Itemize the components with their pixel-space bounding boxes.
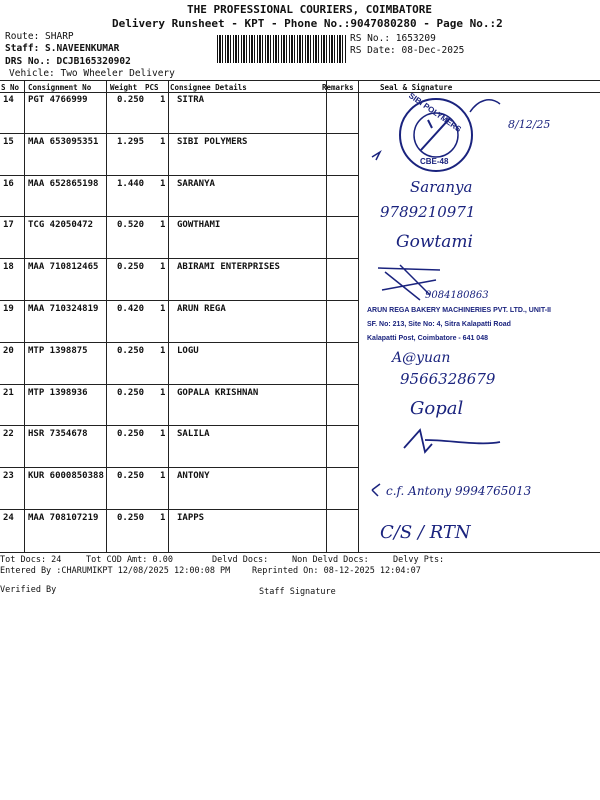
saranya-phone: 9789210971 [380, 203, 476, 221]
header-pcs: PCS [145, 83, 159, 92]
cell-weight: 0.420 [117, 304, 145, 314]
cell-consignment: KUR 6000850388 [28, 471, 104, 482]
cell-consignment: MAA 710812465 [28, 262, 99, 273]
total-cod-amount: Tot COD Amt: 0.00 [86, 555, 173, 565]
total-docs: Tot Docs: 24 [0, 555, 62, 565]
antony-note: c.f. Antony 9994765013 [386, 484, 532, 498]
cell-consignment: MAA 653095351 [28, 136, 99, 147]
cell-weight: 0.250 [117, 429, 145, 440]
cell-sno: 20 [3, 345, 14, 356]
cell-consignee: ABIRAMI ENTERPRISES [177, 262, 280, 273]
cell-sno: 21 [3, 387, 14, 398]
delivered-docs: Delvd Docs: [212, 555, 269, 565]
arun-stamp-line3: Kalapatti Post, Coimbatore - 641 048 [367, 335, 488, 342]
staff-signature-label: Staff Signature [259, 587, 336, 597]
cell-pcs: 1 [160, 304, 166, 314]
header-remarks: Remarks [322, 83, 354, 92]
cell-pcs: 1 [160, 262, 166, 273]
cell-sno: 15 [3, 136, 14, 147]
cell-consignee: SARANYA [177, 178, 215, 189]
cell-pcs: 1 [160, 471, 166, 482]
cell-sno: 19 [3, 304, 14, 314]
cell-pcs: 1 [160, 178, 166, 189]
cell-consignee: IAPPS [177, 513, 205, 523]
header-seal: Seal & Signature [380, 83, 453, 92]
cell-weight: 1.295 [117, 136, 145, 147]
cell-consignment: MAA 710324819 [28, 304, 99, 314]
cell-weight: 0.250 [117, 95, 145, 105]
cell-sno: 18 [3, 262, 14, 273]
cell-weight: 1.440 [117, 178, 145, 189]
cell-consignment: PGT 4766999 [28, 95, 88, 105]
sibi-stamp-code: CBE-48 [420, 157, 449, 166]
route-label: Route: SHARP [5, 31, 74, 42]
cell-sno: 16 [3, 178, 14, 189]
cell-sno: 24 [3, 513, 14, 523]
cell-pcs: 1 [160, 345, 166, 356]
staff-label: Staff: S.NAVEENKUMAR [5, 43, 120, 54]
header-consignee: Consignee Details [170, 83, 247, 92]
header-weight: Weight [110, 83, 138, 92]
cell-consignment: MTP 1398875 [28, 345, 88, 356]
verified-by: Verified By [0, 585, 57, 595]
cell-consignment: MAA 708107219 [28, 513, 99, 523]
sibi-stamp-text: SIBI POLYMERS [407, 91, 463, 134]
cell-pcs: 1 [160, 136, 166, 147]
abirami-number: 9084180863 [425, 290, 489, 301]
header-sno: S No [1, 83, 20, 92]
cell-sno: 17 [3, 220, 14, 231]
cell-weight: 0.250 [117, 387, 145, 398]
entered-by: Entered By :CHARUMIKPT 12/08/2025 12:00:08 PM [0, 566, 231, 576]
arun-stamp-line1: ARUN REGA BAKERY MACHINERIES PVT. LTD., UNIT-II [367, 307, 551, 314]
cell-consignee: GOPALA KRISHNAN [177, 387, 259, 398]
rs-number: RS No.: 1653209 [350, 33, 436, 44]
arrow-mark [372, 484, 380, 496]
cell-weight: 0.250 [117, 262, 145, 273]
header-consignment: Consignment No [28, 83, 92, 92]
drs-number: DRS No.: DCJB165320902 [5, 56, 131, 67]
iapps-note: C/S / RTN [380, 522, 471, 543]
date-mark: 8/12/25 [508, 118, 551, 131]
delivery-points: Delvy Pts: [393, 555, 445, 565]
rs-date: RS Date: 08-Dec-2025 [350, 45, 465, 56]
initial-mark [470, 100, 500, 112]
runsheet-title: Delivery Runsheet - KPT - Phone No.:9047080280 - Page No.:2 [112, 17, 503, 30]
cell-sno: 14 [3, 95, 14, 105]
cell-weight: 0.250 [117, 345, 145, 356]
tick-mark [372, 152, 380, 160]
cell-pcs: 1 [160, 220, 166, 231]
cell-consignee: SIBI POLYMERS [177, 136, 248, 147]
gopala-signature: Gopal [410, 398, 464, 419]
cell-consignment: HSR 7354678 [28, 429, 88, 440]
cell-consignee: ARUN REGA [177, 304, 226, 314]
arun-stamp-line2: SF. No: 213, Site No: 4, Sitra Kalapatti Road [367, 321, 511, 328]
cell-weight: 0.520 [117, 220, 145, 231]
cell-consignee: ANTONY [177, 471, 210, 482]
cell-consignment: TCG 42050472 [28, 220, 94, 231]
cell-consignee: SITRA [177, 95, 205, 105]
cell-consignee: GOWTHAMI [177, 220, 221, 231]
cell-pcs: 1 [160, 429, 166, 440]
company-name: THE PROFESSIONAL COURIERS, COIMBATORE [187, 3, 433, 16]
cell-consignment: MTP 1398936 [28, 387, 88, 398]
cell-consignee: SALILA [177, 429, 210, 440]
vehicle-label: Vehicle: Two Wheeler Delivery [9, 68, 175, 79]
cell-consignee: LOGU [177, 345, 199, 356]
logu-signature: A@yuan [392, 350, 451, 366]
reprinted-on: Reprinted On: 08-12-2025 12:04:07 [252, 566, 421, 576]
cell-weight: 0.250 [117, 471, 145, 482]
cell-pcs: 1 [160, 95, 166, 105]
logu-phone: 9566328679 [400, 370, 496, 388]
salila-signature [404, 430, 500, 452]
cell-sno: 22 [3, 429, 14, 440]
saranya-signature: Saranya [410, 178, 473, 196]
cell-weight: 0.250 [117, 513, 145, 523]
cell-pcs: 1 [160, 513, 166, 523]
cell-pcs: 1 [160, 387, 166, 398]
non-delivered-docs: Non Delvd Docs: [292, 555, 369, 565]
cell-sno: 23 [3, 471, 14, 482]
cell-consignment: MAA 652865198 [28, 178, 99, 189]
gowthami-signature: Gowtami [396, 232, 473, 252]
